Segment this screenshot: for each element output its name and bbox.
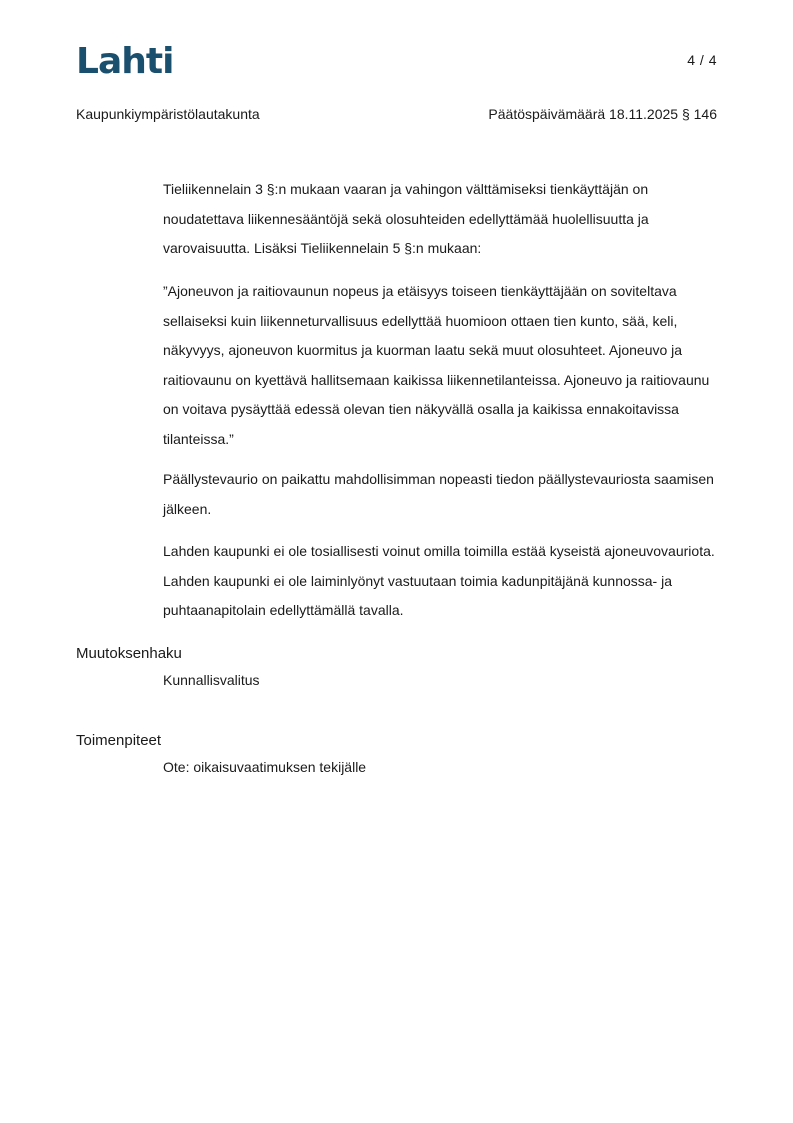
paragraph-city-liability: Lahden kaupunki ei ole tosiallisesti voinut omilla toimilla estää kyseistä ajoneuvovauriota. Lahden kaupunki ei ole laiminlyönyt vastuutaan toimia kadunpitäjänä kunnossa- ja puhtaanapitolain edellyttämällä tavalla. bbox=[163, 543, 715, 618]
muutoksenhaku-heading: Muutoksenhaku bbox=[76, 645, 182, 662]
page-number: 4 / 4 bbox=[687, 52, 717, 68]
organization-name: Kaupunkiympäristölautakunta bbox=[76, 106, 260, 122]
toimenpiteet-value: Ote: oikaisuvaatimuksen tekijälle bbox=[163, 759, 367, 775]
quote-law-section-5: ”Ajoneuvon ja raitiovaunun nopeus ja etäisyys toiseen tienkäyttäjään on soviteltava sellaiseksi kuin liikenneturvallisuus edellyttää huomioon ottaen tien kunto, sää, keli, näkyvyys, ajoneuvon kuormitus ja kuorman laatu sekä muut olosuhteet. Ajoneuvo ja raitiovaunu on kyettävä hallitsemaan kaikissa liikennetilanteissa. Ajoneuvo ja raitiovaunu on voitava pysäyttää edessä olevan tien näkyvällä osalla ja kaikissa ennakoitavissa tilanteissa.” bbox=[163, 283, 710, 447]
decision-date: Päätöspäivämäärä 18.11.2025 § 146 bbox=[488, 106, 717, 122]
toimenpiteet-heading: Toimenpiteet bbox=[76, 732, 162, 749]
paragraph-law-section-3: Tieliikennelain 3 §:n mukaan vaaran ja vahingon välttämiseksi tienkäyttäjän on noudatettava liikennesääntöjä sekä olosuhteiden edellyttämää huolellisuutta ja varovaisuutta. Lisäksi Tieliikennelain 5 §:n mukaan: bbox=[163, 181, 649, 256]
paragraph-pavement-repair: Päällystevaurio on paikattu mahdollisimman nopeasti tiedon päällystevauriosta saamisen jälkeen. bbox=[163, 471, 714, 517]
muutoksenhaku-value: Kunnallisvalitus bbox=[163, 672, 260, 688]
lahti-logo: Lahti bbox=[76, 41, 174, 82]
